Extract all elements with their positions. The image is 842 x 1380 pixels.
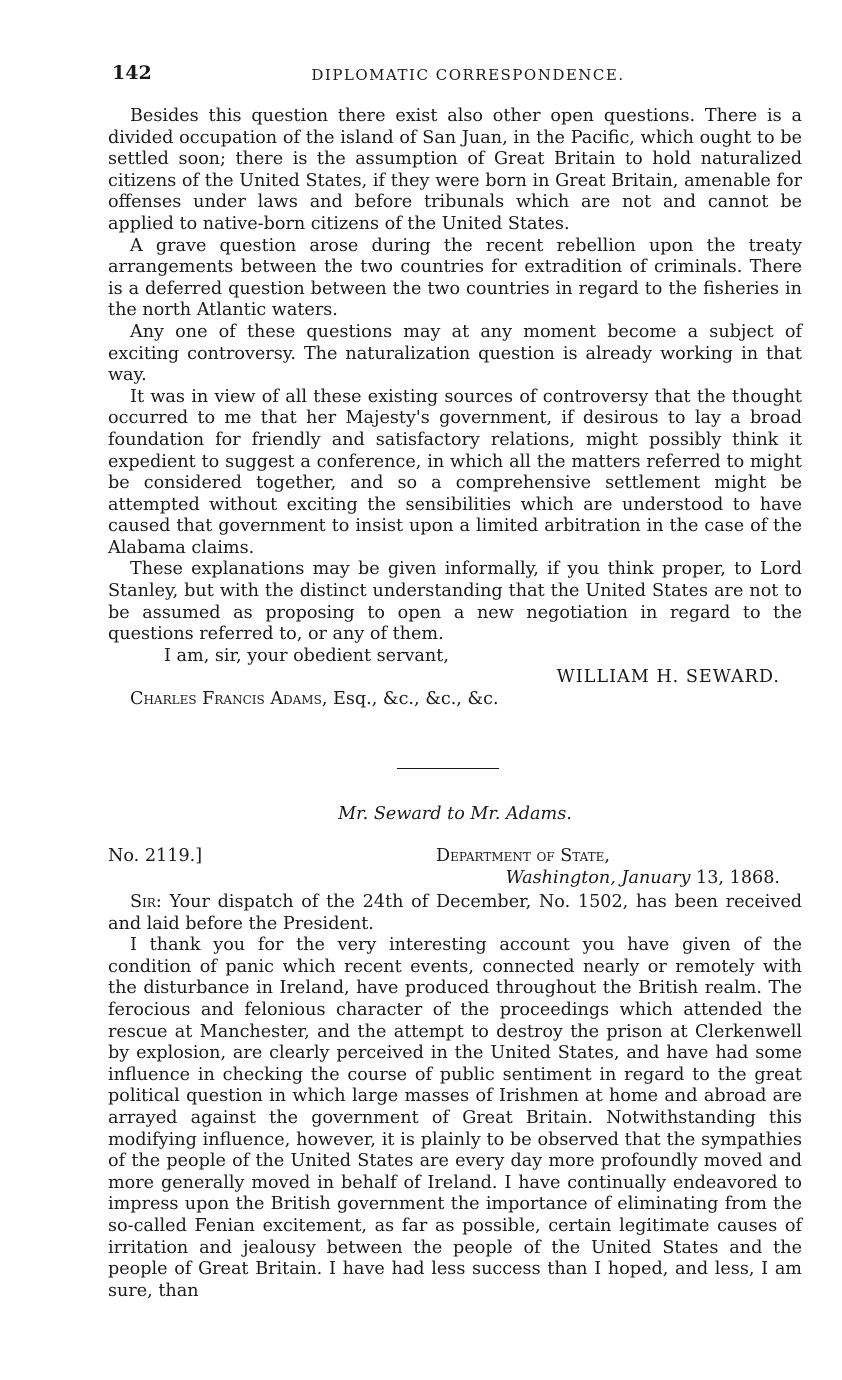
- letter-one-body: [108, 106, 802, 711]
- signature: WILLIAM H. SEWARD.: [556, 667, 780, 688]
- paragraph: Any one of these questions may at any moment become a subject of exciting controversy. The naturalization question is already working in that way.: [108, 321, 802, 386]
- department-name: Department of State,: [436, 846, 610, 866]
- running-title: DIPLOMATIC CORRESPONDENCE.: [311, 66, 625, 84]
- section-divider: [397, 768, 499, 769]
- date-place: Washington,: [505, 867, 616, 888]
- paragraph: It was in view of all these existing sources of controversy that the thought occurred to me that her Majesty's government, if desirous to lay a broad foundation for friendly and satisfactory relations, might possibly think it expedient to suggest a conference, in which all the matters referred to might be considered together, and so a comprehensive settlement might be attempted without exciting the sensibilities which are understood to have caused that government to insist upon a limited arbitration in the case of the Alabama claims.: [108, 386, 802, 558]
- date-day-year: 13, 1868.: [696, 867, 780, 888]
- salutation: Sir:: [130, 892, 162, 912]
- addressee: [108, 689, 802, 711]
- page-number: 142: [112, 62, 152, 84]
- dispatch-number: No. 2119.]: [108, 846, 203, 866]
- letter-heading: Mr. Seward to Mr. Adams.: [338, 804, 572, 824]
- date-line: [506, 868, 780, 890]
- paragraph: I thank you for the very interesting account you have given of the condition of panic which recent events, connected nearly or remotely with the disturbance in Ireland, have produced throughout the British realm. The ferocious and felonious character of the proceedings which attended the rescue at Manchester, and the attempt to destroy the prison at Clerkenwell by explosion, are clearly perceived in the United States, and have had some influence in checking the course of public sentiment in regard to the great political question in which large masses of Irishmen at home and abroad are arrayed against the government of Great Britain. Notwithstanding this modifying influence, however, it is plainly to be observed that the sympathies of the people of the United States are every day more profoundly moved and more generally moved in behalf of Ireland. I have continually endeavored to impress upon the British government the importance of eliminating from the so-called Fenian excitement, as far as possible, certain legitimate causes of irritation and jealousy between the people of the United States and the people of Great Britain. I have had less success than I hoped, and less, I am sure, than: [108, 935, 802, 1301]
- addressee-suffix: Esq., &c., &c., &c.: [333, 689, 499, 710]
- paragraph-text: Your dispatch of the 24th of December, No. 1502, has been received and laid before the President.: [108, 892, 803, 934]
- paragraph: Besides this question there exist also other open questions. There is a divided occupation of the island of San Juan, in the Pacific, which ought to be settled soon; there is the assumption of Great Britain to hold naturalized citizens of the United States, if they were born in Great Britain, amenable for offenses under laws and before tribunals which are not and cannot be applied to native-born citizens of the United States.: [108, 106, 802, 234]
- date-month: January: [621, 867, 691, 888]
- paragraph: [108, 892, 802, 935]
- paragraph: A grave question arose during the recent rebellion upon the treaty arrangements between the two countries for extradition of criminals. There is a deferred question between the two countries in regard to the fisheries in the north Atlantic waters.: [108, 235, 802, 321]
- running-head: [108, 62, 808, 88]
- addressee-name: Charles Francis Adams,: [130, 689, 328, 710]
- dateline: [108, 846, 802, 890]
- paragraph: These explanations may be given informally, if you think proper, to Lord Stanley, but with the distinct understanding that the United States are not to be assumed as proposing to open a new negotiation in regard to the questions referred to, or any of them.: [108, 559, 802, 645]
- closing-line: I am, sir, your obedient servant,: [164, 645, 449, 666]
- letter-two-body: [108, 892, 802, 1302]
